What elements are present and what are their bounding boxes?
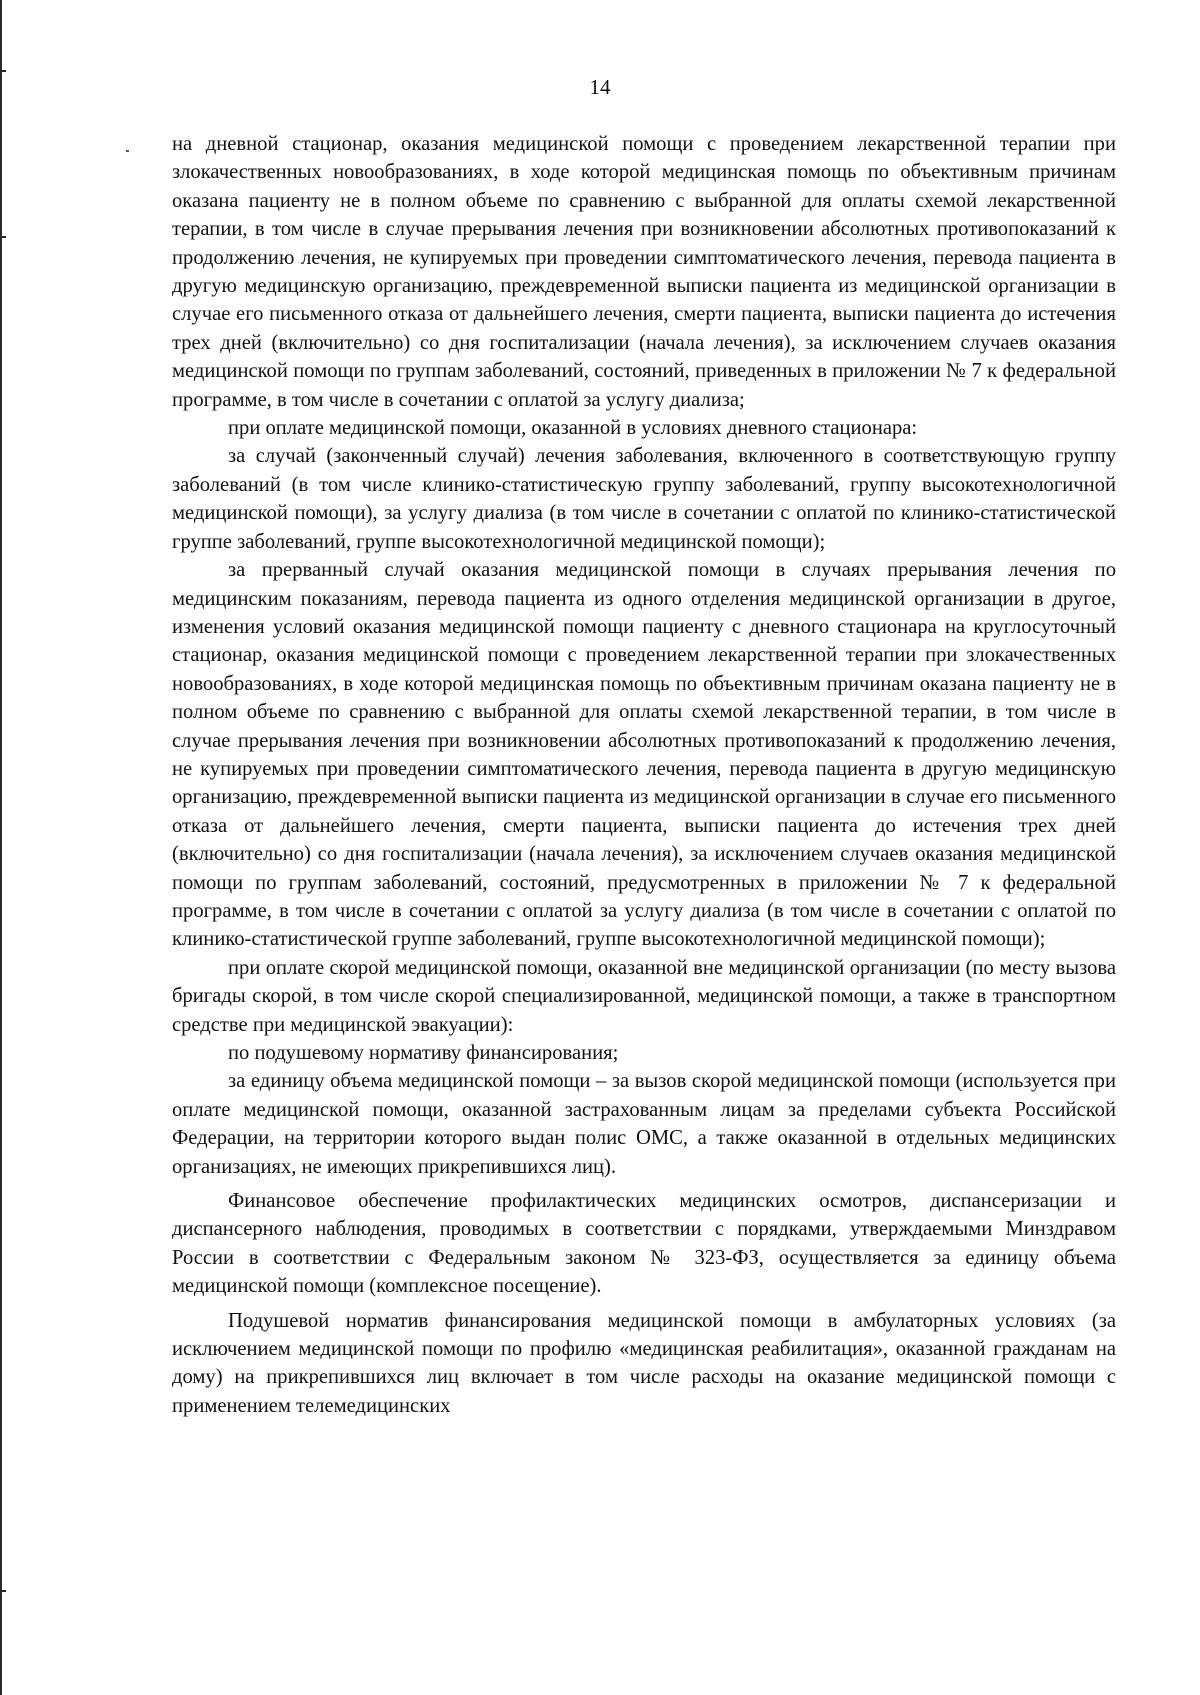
scan-left-edge-mark: [0, 236, 6, 238]
page-number: 14: [589, 75, 611, 99]
scan-left-edge-mark: [0, 1590, 6, 1592]
paragraph-day-hospital-intro: при оплате медицинской помощи, оказанной в условиях дневного стационара:: [228, 417, 918, 440]
paragraph-outpatient-norm: Подушевой норматив финансирования медицинской помощи в амбулаторных условиях (за исключением медицинской помощи по профилю «медицинская реабилитация», оказанной гражданам на дому) на прикрепившихся лиц включает в том числе расходы на оказание медицинской помощи с применением телемедицинских: [172, 1309, 1116, 1417]
document-body: [172, 130, 1116, 1420]
paragraph-per-call-unit: за единицу объема медицинской помощи – за вызов скорой медицинской помощи (используется при оплате медицинской помощи, оказанной застрахованным лицам за пределами субъекта Российской Федерации, на территории которого выдан полис ОМС, а также оказанной в отдельных медицинских организациях, не имеющих прикрепившихся лиц).: [172, 1070, 1116, 1178]
scan-left-edge: [0, 0, 2, 1695]
paragraph-completed-case: за случай (законченный случай) лечения заболевания, включенного в соответствующую группу заболеваний (в том числе клинико-статистическую группу заболеваний, группу высокотехнологичной медицинской помощи), за услугу диализа (в том числе в сочетании с оплатой по клинико-статистической группе заболеваний, группе высокотехнологичной медицинской помощи);: [172, 445, 1116, 553]
scan-left-edge-mark: [0, 70, 6, 72]
paragraph-continuation: на дневной стационар, оказания медицинской помощи с проведением лекарственной терапии при злокачественных новообразованиях, в ходе которой медицинская помощь по объективным причинам оказана пациенту не в полном объеме по сравнению с выбранной для оплаты схемой лекарственной терапии, в том числе в случае прерывания лечения при возникновении абсолютных противопоказаний к продолжению лечения, не купируемых при проведении симптоматического лечения, перевода пациента в другую медицинскую организацию, преждевременной выписки пациента из медицинской организации в случае его письменного отказа от дальнейшего лечения, смерти пациента, выписки пациента до истечения трех дней (включительно) со дня госпитализации (начала лечения), за исключением случаев оказания медицинской помощи по группам заболеваний, состояний, приведенных в приложении № 7 к федеральной программе, в том числе в сочетании с оплатой за услугу диализа;: [172, 133, 1116, 411]
paragraph-prophylactic-financing: Финансовое обеспечение профилактических медицинских осмотров, диспансеризации и диспансерного наблюдения, проводимых в соответствии с порядками, утверждаемыми Минздравом России в соответствии с Федеральным законом № 323-ФЗ, осуществляется за единицу объема медицинской помощи (комплексное посещение).: [172, 1190, 1116, 1298]
paragraph-emergency-care-intro: при оплате скорой медицинской помощи, оказанной вне медицинской организации (по месту вызова бригады скорой, в том числе скорой специализированной, медицинской помощи, а также в транспортном средстве при медицинской эвакуации):: [172, 956, 1116, 1036]
scan-speck: [126, 150, 129, 152]
paragraph-interrupted-case: за прерванный случай оказания медицинской помощи в случаях прерывания лечения по медицинским показаниям, перевода пациента из одного отделения медицинской организации в другое, изменения условий оказания медицинской помощи пациенту с дневного стационара на круглосуточный стационар, оказания медицинской помощи с проведением лекарственной терапии при злокачественных новообразованиях, в ходе которой медицинская помощь по объективным причинам оказана пациенту не в полном объеме по сравнению с выбранной для оплаты схемой лекарственной терапии, в том числе в случае прерывания лечения при возникновении абсолютных противопоказаний к продолжению лечения, не купируемых при проведении симптоматического лечения, перевода пациента в другую медицинскую организацию, преждевременной выписки пациента из медицинской организации в случае его письменного отказа от дальнейшего лечения, смерти пациента, выписки пациента до истечения трех дней (включительно) со дня госпитализации (начала лечения), за исключением случаев оказания медицинской помощи по группам заболеваний, состояний, предусмотренных в приложении № 7 к федеральной программе, в том числе в сочетании с оплатой за услугу диализа (в том числе в сочетании с оплатой по клинико-статистической группе заболеваний, группе высокотехнологичной медицинской помощи);: [172, 559, 1116, 951]
paragraph-per-capita: по подушевому нормативу финансирования;: [228, 1042, 619, 1064]
